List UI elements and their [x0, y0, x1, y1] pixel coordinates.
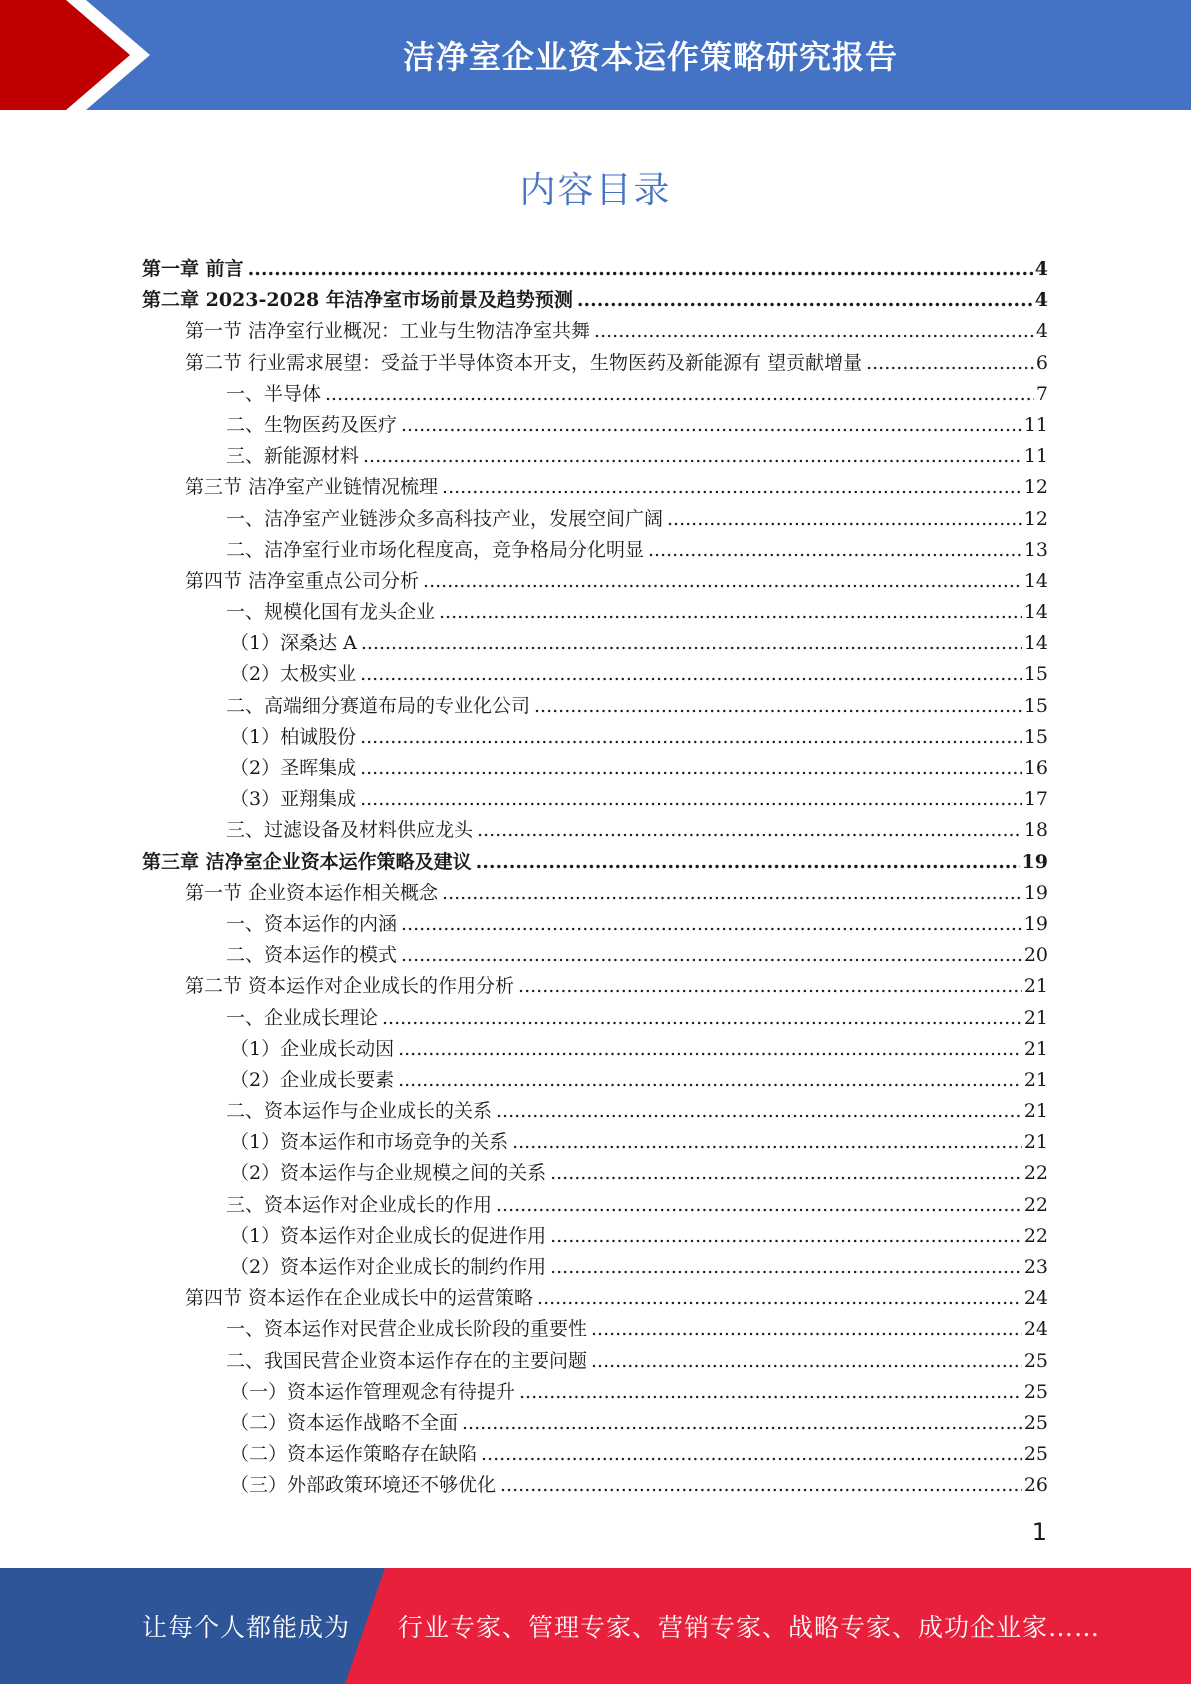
toc-entry[interactable] [142, 1190, 1048, 1221]
toc-entry-page: 21 [1023, 1131, 1048, 1154]
toc-dot-leader [363, 441, 1022, 472]
toc-entry-page: 25 [1023, 1380, 1048, 1403]
toc-entry[interactable] [142, 1314, 1048, 1345]
toc-entry-label: 三、过滤设备及材料供应龙头 [226, 819, 474, 842]
toc-entry-label: （2）资本运作对企业成长的制约作用 [230, 1256, 547, 1278]
toc-entry[interactable] [142, 504, 1048, 535]
toc-dot-leader [361, 628, 1022, 659]
toc-entry[interactable] [142, 1221, 1048, 1252]
toc-entry-label: 第三章 洁净室企业资本运作策略及建议 [142, 850, 472, 873]
toc-entry[interactable] [142, 597, 1048, 628]
toc-entry-page: 22 [1023, 1224, 1048, 1247]
toc-entry-label: （一）资本运作管理观念有待提升 [230, 1380, 516, 1403]
toc-dot-leader [462, 1408, 1022, 1439]
toc-entry-label: 一、半导体 [226, 382, 322, 405]
toc-entry[interactable] [142, 691, 1048, 722]
toc-dot-leader [481, 1439, 1022, 1470]
toc-entry-label: （2）资本运作与企业规模之间的关系 [230, 1162, 547, 1185]
toc-entry-page: 19 [1021, 850, 1048, 873]
toc-entry-page: 7 [1035, 382, 1048, 405]
toc-entry[interactable] [142, 1283, 1048, 1314]
toc-dot-leader [360, 784, 1022, 815]
toc-heading: 内容目录 [519, 170, 672, 211]
toc-entry[interactable] [142, 1252, 1048, 1283]
toc-entry-label: 一、资本运作对民营企业成长阶段的重要性 [226, 1318, 588, 1341]
toc-dot-leader [398, 1065, 1022, 1096]
toc-entry[interactable] [142, 878, 1048, 909]
toc-entry[interactable] [142, 1065, 1048, 1096]
toc-entry-label: （2）企业成长要素 [230, 1068, 395, 1091]
toc-entry-page: 4 [1034, 258, 1048, 280]
toc-entry-page: 14 [1023, 601, 1048, 624]
toc-dot-leader [550, 1221, 1022, 1252]
toc-entry-label: （三）外部政策环境还不够优化 [230, 1474, 497, 1497]
toc-entry[interactable] [142, 535, 1048, 566]
toc-entry-label: 二、资本运作的模式 [226, 944, 398, 967]
toc-entry[interactable] [142, 753, 1048, 784]
toc-dot-leader [248, 254, 1033, 285]
toc-entry-label: 第三节 洁净室产业链情况梳理 [185, 476, 439, 499]
toc-entry-label: （1）企业成长动因 [230, 1037, 395, 1060]
toc-entry[interactable] [142, 722, 1048, 753]
toc-entry[interactable] [142, 940, 1048, 971]
toc-entry-page: 25 [1023, 1349, 1048, 1372]
toc-entry[interactable] [142, 1096, 1048, 1127]
toc-entry-label: 二、生物医药及医疗 [226, 413, 398, 436]
toc-entry-page: 11 [1023, 413, 1048, 436]
toc-entry[interactable] [142, 1003, 1048, 1034]
toc-entry-label: 第一章 前言 [142, 258, 244, 280]
toc-entry-page: 13 [1023, 538, 1048, 561]
toc-dot-leader [360, 659, 1022, 690]
toc-dot-leader [398, 1034, 1022, 1065]
toc-dot-leader [401, 410, 1022, 441]
toc-dot-leader [382, 1003, 1022, 1034]
toc-entry-page: 24 [1023, 1318, 1048, 1341]
toc-dot-leader [476, 847, 1020, 878]
toc-entry-page: 14 [1023, 569, 1048, 592]
toc-entry-page: 21 [1023, 1006, 1048, 1029]
toc-dot-leader [512, 1127, 1022, 1158]
toc-dot-leader [496, 1190, 1022, 1221]
toc-dot-leader [423, 566, 1022, 597]
report-title: 洁净室企业资本运作策略研究报告 [402, 38, 898, 76]
toc-entry-label: （1）柏诚股份 [230, 725, 357, 748]
toc-entry-label: 一、洁净室产业链涉众多高科技产业，发展空间广阔 [226, 507, 664, 530]
toc-entry-page: 24 [1023, 1287, 1048, 1310]
toc-entry-page: 25 [1023, 1443, 1048, 1466]
toc-entry-label: 一、企业成长理论 [226, 1006, 379, 1029]
table-of-contents [142, 254, 1048, 1502]
toc-dot-leader [866, 348, 1034, 379]
toc-entry-page: 21 [1023, 1037, 1048, 1060]
toc-dot-leader [401, 940, 1022, 971]
toc-entry-label: 一、规模化国有龙头企业 [226, 601, 436, 624]
toc-entry-label: 第二节 资本运作对企业成长的作用分析 [185, 975, 515, 998]
toc-entry[interactable] [142, 659, 1048, 690]
toc-entry-label: （1）资本运作和市场竞争的关系 [230, 1131, 509, 1154]
toc-dot-leader [360, 722, 1022, 753]
toc-dot-leader [591, 1346, 1022, 1377]
toc-entry[interactable] [142, 847, 1048, 878]
toc-entry-label: 第一节 企业资本运作相关概念 [185, 881, 439, 904]
toc-entry[interactable] [142, 472, 1048, 503]
toc-dot-leader [519, 1377, 1022, 1408]
toc-entry-page: 22 [1023, 1193, 1048, 1216]
toc-entry-label: 三、新能源材料 [226, 445, 360, 468]
toc-entry[interactable] [142, 909, 1048, 940]
toc-entry-label: （1）资本运作对企业成长的促进作用 [230, 1224, 547, 1247]
toc-dot-leader [442, 878, 1022, 909]
toc-entry[interactable] [142, 1470, 1048, 1501]
toc-entry[interactable] [142, 441, 1048, 472]
footer-banner [0, 1568, 1191, 1684]
toc-dot-leader [360, 753, 1022, 784]
toc-entry-label: 三、资本运作对企业成长的作用 [226, 1193, 493, 1216]
footer-slogan-left: 让每个人都能成为 [142, 1613, 351, 1642]
toc-entry-page: 11 [1023, 445, 1048, 468]
footer-slogan-right: 行业专家、管理专家、营销专家、战略专家、成功企业家…… [398, 1613, 1101, 1642]
header-banner [0, 0, 1191, 110]
toc-entry-page: 19 [1023, 881, 1048, 904]
toc-entry-page: 21 [1023, 975, 1048, 998]
toc-entry-label: 第一节 洁净室行业概况：工业与生物洁净室共舞 [185, 320, 591, 343]
toc-entry-page: 23 [1023, 1256, 1048, 1278]
toc-entry[interactable] [142, 971, 1048, 1002]
toc-entry-label: （2）圣晖集成 [230, 757, 357, 779]
toc-entry-page: 21 [1023, 1068, 1048, 1091]
toc-dot-leader [325, 379, 1034, 410]
toc-dot-leader [518, 971, 1022, 1002]
toc-entry-page: 26 [1023, 1474, 1048, 1497]
toc-entry[interactable] [142, 254, 1048, 285]
page-number: 1 [1031, 1518, 1047, 1546]
toc-dot-leader [537, 1283, 1022, 1314]
toc-dot-leader [667, 504, 1022, 535]
toc-entry-label: （1）深桑达 A [230, 632, 357, 655]
toc-entry-page: 15 [1023, 694, 1048, 717]
toc-dot-leader [401, 909, 1022, 940]
chevron-arrow-icon [0, 0, 140, 110]
toc-entry-page: 19 [1023, 912, 1048, 935]
toc-entry-label: 第二章 2023-2028 年洁净室市场前景及趋势预测 [142, 289, 573, 312]
toc-entry-page: 4 [1034, 289, 1048, 312]
toc-entry-page: 22 [1023, 1162, 1048, 1185]
toc-dot-leader [591, 1314, 1022, 1345]
toc-entry[interactable] [142, 1377, 1048, 1408]
toc-entry-page: 12 [1023, 507, 1048, 530]
toc-entry-label: 第四节 洁净室重点公司分析 [185, 569, 420, 592]
toc-entry-label: （二）资本运作战略不全面 [230, 1411, 459, 1434]
toc-dot-leader [496, 1096, 1022, 1127]
toc-entry-page: 15 [1023, 725, 1048, 748]
toc-dot-leader [550, 1158, 1022, 1189]
toc-entry-page: 6 [1035, 351, 1048, 374]
toc-entry-label: 二、洁净室行业市场化程度高，竞争格局分化明显 [226, 538, 645, 561]
toc-entry[interactable] [142, 784, 1048, 815]
toc-entry[interactable] [142, 815, 1048, 846]
toc-entry-label: 二、资本运作与企业成长的关系 [226, 1100, 493, 1123]
toc-entry-page: 15 [1023, 663, 1048, 686]
toc-entry[interactable] [142, 348, 1048, 379]
toc-entry[interactable] [142, 1408, 1048, 1439]
toc-entry[interactable] [142, 628, 1048, 659]
toc-dot-leader [439, 597, 1022, 628]
toc-entry-label: 二、高端细分赛道布局的专业化公司 [226, 694, 531, 717]
toc-entry-label: （3）亚翔集成 [230, 788, 357, 811]
toc-entry-page: 16 [1023, 757, 1048, 779]
toc-entry-label: 第二节 行业需求展望：受益于半导体资本开支，生物医药及新能源有 望贡献增量 [185, 351, 863, 374]
toc-entry[interactable] [142, 379, 1048, 410]
toc-entry-label: 第四节 资本运作在企业成长中的运营策略 [185, 1287, 534, 1310]
toc-entry[interactable] [142, 566, 1048, 597]
toc-entry-label: 一、资本运作的内涵 [226, 912, 398, 935]
toc-entry-page: 14 [1023, 632, 1048, 655]
toc-entry[interactable] [142, 410, 1048, 441]
toc-dot-leader [577, 285, 1033, 316]
toc-dot-leader [594, 316, 1034, 347]
toc-entry-page: 4 [1035, 320, 1048, 343]
toc-entry[interactable] [142, 1158, 1048, 1189]
toc-entry-page: 21 [1023, 1100, 1048, 1123]
toc-dot-leader [477, 815, 1022, 846]
toc-entry[interactable] [142, 1034, 1048, 1065]
toc-entry-page: 12 [1023, 476, 1048, 499]
toc-entry-page: 17 [1023, 788, 1048, 811]
toc-entry-page: 18 [1023, 819, 1048, 842]
toc-entry[interactable] [142, 1439, 1048, 1470]
toc-entry[interactable] [142, 316, 1048, 347]
toc-entry-label: 二、我国民营企业资本运作存在的主要问题 [226, 1349, 588, 1372]
toc-entry-page: 25 [1023, 1411, 1048, 1434]
toc-entry[interactable] [142, 1346, 1048, 1377]
toc-entry-label: （二）资本运作策略存在缺陷 [230, 1443, 478, 1466]
toc-entry-page: 20 [1023, 944, 1048, 967]
toc-entry[interactable] [142, 285, 1048, 316]
toc-dot-leader [442, 472, 1022, 503]
toc-dot-leader [534, 691, 1022, 722]
toc-dot-leader [500, 1470, 1022, 1501]
toc-entry[interactable] [142, 1127, 1048, 1158]
toc-entry-label: （2）太极实业 [230, 663, 357, 686]
toc-dot-leader [550, 1252, 1022, 1283]
toc-dot-leader [648, 535, 1022, 566]
